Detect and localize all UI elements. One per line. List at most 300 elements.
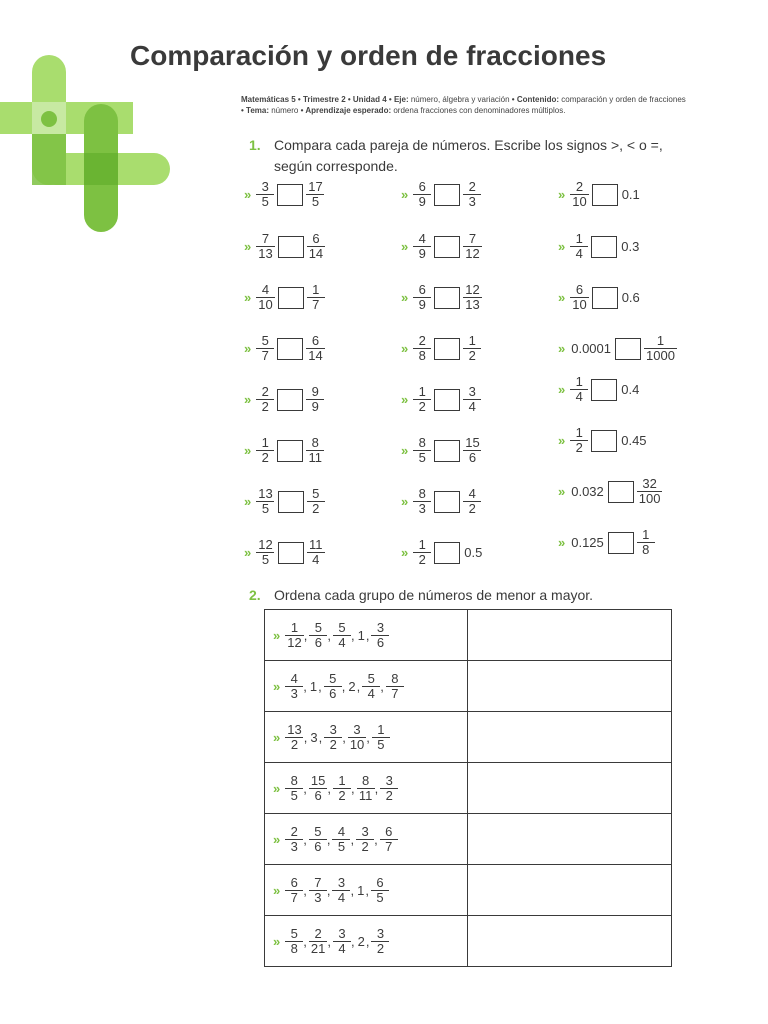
number-value: 1 xyxy=(309,678,318,694)
meta-item: Aprendizaje esperado: xyxy=(305,105,392,115)
numerator: 11 xyxy=(308,537,323,552)
denominator: 2 xyxy=(333,788,351,803)
numerator: 3 xyxy=(385,772,393,788)
comparison-item xyxy=(558,232,640,261)
number-group: » $\frac{1}{12}$ , $\frac{5}{6}$ , $\frac{5}{4}$ , 1 , $\frac{3}{6}$ xyxy=(265,621,467,650)
bullet-icon: » xyxy=(244,494,252,509)
numerator: 2 xyxy=(261,384,269,399)
fraction xyxy=(309,927,327,956)
number-value: 2 xyxy=(357,933,365,949)
denominator: 2 xyxy=(324,737,342,752)
comparison-item xyxy=(244,180,325,209)
table-row xyxy=(265,610,672,661)
comparison-item xyxy=(558,477,662,506)
table-row xyxy=(265,763,672,814)
denominator: 21 xyxy=(310,940,326,956)
denominator: 5 xyxy=(372,737,390,752)
answer-cell[interactable] xyxy=(468,610,672,661)
numerator: 5 xyxy=(314,619,322,635)
denominator: 10 xyxy=(572,194,587,209)
answer-cell[interactable] xyxy=(468,865,672,916)
denominator: 13 xyxy=(258,246,273,261)
numerator: 3 xyxy=(353,721,361,737)
fraction xyxy=(463,487,481,516)
answer-box[interactable] xyxy=(592,184,618,206)
comparison-item xyxy=(244,232,325,261)
bullet-icon: » xyxy=(401,239,409,254)
curriculum-metadata: Matemáticas 5 • Trimestre 2 • Unidad 4 • Eje: número, álgebra y variación • Contenido: comparación y orden de fracciones • Tema: número • Aprendizaje esperado: ordena fracciones con denominadores múltiplos. xyxy=(241,95,686,115)
number-value: 1 xyxy=(357,627,365,643)
denominator: 2 xyxy=(356,839,374,854)
bullet-icon: » xyxy=(273,780,281,796)
number-value: 0.0001 xyxy=(571,341,611,356)
numerator: 2 xyxy=(314,925,322,941)
numerator: 5 xyxy=(338,619,346,635)
answer-box[interactable] xyxy=(434,491,460,513)
denominator: 13 xyxy=(465,297,480,312)
numerator: 5 xyxy=(329,670,337,686)
fraction xyxy=(256,487,274,516)
numerator: 4 xyxy=(468,486,476,501)
number-value: 0.45 xyxy=(621,433,647,448)
numerator: 6 xyxy=(385,823,393,839)
comparison-item xyxy=(558,528,655,557)
answer-cell[interactable] xyxy=(468,712,672,763)
answer-box[interactable] xyxy=(434,338,460,360)
denominator: 4 xyxy=(333,941,351,956)
numerator: 2 xyxy=(418,333,426,348)
denominator: 6 xyxy=(371,635,389,650)
denominator: 2 xyxy=(413,399,431,414)
bullet-icon: » xyxy=(273,933,281,949)
denominator: 100 xyxy=(638,491,661,506)
denominator: 4 xyxy=(333,635,351,650)
number-group: » $\frac{4}{3}$ , 1 , $\frac{5}{6}$ , 2 , $\frac{5}{4}$ , $\frac{8}{7}$ xyxy=(265,672,467,701)
fraction xyxy=(256,232,274,261)
fraction xyxy=(570,283,588,312)
numerator: 6 xyxy=(312,231,320,246)
numerator: 12 xyxy=(465,282,480,297)
bullet-icon: » xyxy=(244,545,252,560)
denominator: 10 xyxy=(349,736,365,752)
numerator: 1 xyxy=(418,384,426,399)
denominator: 5 xyxy=(256,501,274,516)
fraction xyxy=(357,774,375,803)
numerator: 3 xyxy=(361,823,369,839)
denominator: 3 xyxy=(463,194,481,209)
fraction xyxy=(386,672,404,701)
bullet-icon: » xyxy=(244,290,252,305)
fraction xyxy=(413,487,431,516)
denominator: 6 xyxy=(324,686,342,701)
number-value: 0.125 xyxy=(571,535,604,550)
denominator: 2 xyxy=(307,501,325,516)
numerator: 6 xyxy=(376,874,384,890)
bullet-icon: » xyxy=(273,831,281,847)
answer-box[interactable] xyxy=(434,389,460,411)
bullet-icon: » xyxy=(401,443,409,458)
table-row xyxy=(265,661,672,712)
answer-box[interactable] xyxy=(591,430,617,452)
number-group: » $\frac{13}{2}$ , 3 , $\frac{3}{2}$ , $\frac{3}{10}$ , $\frac{1}{5}$ xyxy=(265,723,467,752)
fraction xyxy=(348,723,366,752)
fraction xyxy=(570,180,588,209)
numerator: 32 xyxy=(642,476,657,491)
fraction xyxy=(307,487,325,516)
denominator: 4 xyxy=(570,389,588,404)
fraction xyxy=(309,774,327,803)
fraction xyxy=(463,436,481,465)
comparison-item xyxy=(244,283,325,312)
denominator: 12 xyxy=(465,246,480,261)
fraction xyxy=(256,385,274,414)
comparison-item xyxy=(401,436,482,465)
comparison-item xyxy=(401,334,481,363)
denominator: 5 xyxy=(285,788,303,803)
denominator: 2 xyxy=(371,941,389,956)
numerator: 3 xyxy=(337,874,346,890)
answer-cell[interactable] xyxy=(468,814,672,865)
denominator: 7 xyxy=(256,348,274,363)
numerator: 7 xyxy=(261,231,270,246)
denominator: 7 xyxy=(307,297,325,312)
meta-item: Tema: xyxy=(246,105,269,115)
comparison-item xyxy=(558,375,640,404)
comparison-item xyxy=(401,487,481,516)
bullet-icon: » xyxy=(401,545,409,560)
numerator: 3 xyxy=(468,384,476,399)
numerator: 6 xyxy=(290,874,298,890)
bullet-icon: » xyxy=(558,433,566,448)
answer-box[interactable] xyxy=(277,440,303,462)
fraction xyxy=(256,334,274,363)
answer-box[interactable] xyxy=(278,287,304,309)
denominator: 3 xyxy=(309,890,327,905)
numerator: 3 xyxy=(261,179,269,194)
answer-box[interactable] xyxy=(277,389,303,411)
numerator: 8 xyxy=(418,486,426,501)
fraction xyxy=(413,180,431,209)
question-1-text: Compara cada pareja de números. Escribe los signos >, < o =, según corresponde. xyxy=(274,137,663,174)
fraction xyxy=(256,436,274,465)
numerator: 4 xyxy=(337,823,346,839)
comparison-item xyxy=(244,436,324,465)
fraction xyxy=(256,180,274,209)
number-value: 0.4 xyxy=(621,382,640,397)
bullet-icon: » xyxy=(558,382,566,397)
fraction xyxy=(333,774,351,803)
ordering-table xyxy=(264,609,672,967)
answer-box[interactable] xyxy=(278,491,304,513)
fraction xyxy=(285,774,303,803)
meta-item: Eje: xyxy=(393,95,409,104)
bullet-icon: » xyxy=(273,729,281,745)
denominator: 11 xyxy=(306,450,324,465)
denominator: 10 xyxy=(258,297,273,312)
fraction xyxy=(285,825,303,854)
numerator: 1 xyxy=(312,282,320,297)
denominator: 7 xyxy=(386,686,404,701)
numerator: 3 xyxy=(376,925,385,941)
number-value: 1 xyxy=(357,882,365,898)
fraction xyxy=(413,436,431,465)
number-group-cell xyxy=(265,916,468,967)
numerator: 1 xyxy=(418,537,426,552)
fraction xyxy=(324,672,342,701)
numerator: 6 xyxy=(575,282,584,297)
denominator: 7 xyxy=(380,839,398,854)
answer-box[interactable] xyxy=(615,338,641,360)
denominator: 4 xyxy=(332,890,350,905)
denominator: 2 xyxy=(463,348,481,363)
meta-item: comparación y orden de fracciones xyxy=(561,95,686,104)
answer-cell[interactable] xyxy=(468,763,672,814)
comparison-item xyxy=(244,538,325,567)
numerator: 5 xyxy=(290,925,298,941)
bullet-icon: » xyxy=(244,392,252,407)
denominator: 4 xyxy=(463,399,481,414)
numerator: 5 xyxy=(261,333,269,348)
fraction xyxy=(570,426,588,455)
denominator: 6 xyxy=(463,450,481,465)
answer-box[interactable] xyxy=(277,338,303,360)
denominator: 12 xyxy=(287,634,302,650)
fraction xyxy=(256,538,274,567)
number-value: 0.032 xyxy=(571,484,604,499)
answer-box[interactable] xyxy=(592,287,618,309)
denominator: 8 xyxy=(413,348,431,363)
fraction xyxy=(463,334,481,363)
numerator: 8 xyxy=(391,670,399,686)
numerator: 7 xyxy=(468,231,477,246)
bullet-icon: » xyxy=(401,392,409,407)
fraction xyxy=(324,723,342,752)
number-group: » $\frac{2}{3}$ , $\frac{5}{6}$ , $\frac{4}{5}$ , $\frac{3}{2}$ , $\frac{6}{7}$ xyxy=(265,825,467,854)
denominator: 5 xyxy=(413,450,431,465)
numerator: 1 xyxy=(261,435,269,450)
meta-item: Trimestre 2 xyxy=(302,95,346,104)
number-group-cell xyxy=(265,865,468,916)
table-row xyxy=(265,814,672,865)
fraction xyxy=(380,825,398,854)
numerator: 4 xyxy=(290,670,298,686)
denominator: 4 xyxy=(307,552,325,567)
answer-box[interactable] xyxy=(278,542,304,564)
answer-box[interactable] xyxy=(278,236,304,258)
fraction xyxy=(309,621,327,650)
comparison-item xyxy=(244,385,324,414)
bullet-icon: » xyxy=(558,187,566,202)
answer-box[interactable] xyxy=(591,379,617,401)
bullet-icon: » xyxy=(401,290,409,305)
bullet-icon: » xyxy=(244,341,252,356)
numerator: 1 xyxy=(575,425,583,440)
comparison-item xyxy=(244,334,325,363)
fraction xyxy=(333,621,351,650)
meta-item: número xyxy=(271,105,299,115)
denominator: 2 xyxy=(380,788,398,803)
denominator: 8 xyxy=(637,542,655,557)
fraction xyxy=(307,283,325,312)
numerator: 15 xyxy=(465,435,480,450)
denominator: 9 xyxy=(413,246,431,261)
numerator: 8 xyxy=(311,435,319,450)
numerator: 5 xyxy=(312,486,320,501)
fraction xyxy=(463,180,481,209)
fraction xyxy=(637,477,663,506)
bullet-icon: » xyxy=(244,239,252,254)
answer-box[interactable] xyxy=(434,542,460,564)
denominator: 2 xyxy=(256,450,274,465)
numerator: 2 xyxy=(575,179,584,194)
fraction xyxy=(307,538,325,567)
number-group-cell xyxy=(265,763,468,814)
numerator: 4 xyxy=(418,231,426,246)
answer-cell[interactable] xyxy=(468,661,672,712)
denominator: 1000 xyxy=(646,348,675,363)
number-value: 3 xyxy=(310,729,318,745)
fraction xyxy=(413,334,431,363)
fraction xyxy=(285,672,303,701)
number-value: 0.3 xyxy=(621,239,640,254)
number-group: » $\frac{8}{5}$ , $\frac{15}{6}$ , $\frac{1}{2}$ , $\frac{8}{11}$ , $\frac{3}{2}$ xyxy=(265,774,467,803)
fraction xyxy=(309,876,327,905)
number-value: 0.1 xyxy=(621,187,640,202)
numerator: 13 xyxy=(258,486,273,501)
numerator: 6 xyxy=(418,179,426,194)
denominator: 5 xyxy=(256,194,274,209)
fraction xyxy=(413,283,431,312)
fraction xyxy=(306,385,324,414)
fraction xyxy=(285,876,303,905)
number-group-cell xyxy=(265,712,468,763)
numerator: 1 xyxy=(468,333,476,348)
numerator: 17 xyxy=(308,179,323,194)
meta-item: ordena fracciones con denominadores múltiplos. xyxy=(393,105,566,115)
bullet-icon: » xyxy=(558,239,566,254)
numerator: 2 xyxy=(290,823,298,839)
number-value: 2 xyxy=(348,678,356,694)
fraction xyxy=(285,621,303,650)
answer-box[interactable] xyxy=(434,440,460,462)
numerator: 8 xyxy=(290,772,298,788)
meta-item: Matemáticas 5 xyxy=(241,95,296,104)
bullet-icon: » xyxy=(244,443,252,458)
denominator: 14 xyxy=(308,348,323,363)
number-group-cell xyxy=(265,814,468,865)
bullet-icon: » xyxy=(558,290,566,305)
denominator: 11 xyxy=(357,788,375,803)
denominator: 10 xyxy=(572,297,587,312)
bullet-icon: » xyxy=(401,494,409,509)
numerator: 7 xyxy=(314,874,322,890)
denominator: 3 xyxy=(285,839,303,854)
numerator: 15 xyxy=(310,772,326,788)
denominator: 3 xyxy=(413,501,431,516)
fraction xyxy=(362,672,380,701)
denominator: 9 xyxy=(413,297,431,312)
fraction xyxy=(413,385,431,414)
fraction xyxy=(332,825,350,854)
answer-box[interactable] xyxy=(434,184,460,206)
fraction xyxy=(371,621,389,650)
numerator: 8 xyxy=(361,772,370,788)
denominator: 6 xyxy=(309,839,327,854)
denominator: 6 xyxy=(309,788,327,803)
bullet-icon: » xyxy=(401,187,409,202)
fraction xyxy=(463,385,481,414)
numerator: 1 xyxy=(338,772,346,788)
numerator: 3 xyxy=(376,619,385,635)
meta-item: Unidad 4 xyxy=(352,95,387,104)
number-group-cell xyxy=(265,610,468,661)
fraction xyxy=(256,283,274,312)
comparison-item xyxy=(401,538,483,567)
numerator: 3 xyxy=(338,925,346,941)
bullet-icon: » xyxy=(558,535,566,550)
comparison-item xyxy=(401,180,481,209)
fraction xyxy=(306,180,324,209)
number-value: 0.6 xyxy=(621,290,640,305)
fraction xyxy=(463,283,481,312)
fraction xyxy=(570,232,588,261)
answer-box[interactable] xyxy=(608,532,634,554)
numerator: 1 xyxy=(642,527,650,542)
answer-box[interactable] xyxy=(434,287,460,309)
answer-box[interactable] xyxy=(277,184,303,206)
fraction xyxy=(285,927,303,956)
comparison-item xyxy=(558,180,641,209)
bullet-icon: » xyxy=(401,341,409,356)
denominator: 5 xyxy=(256,552,274,567)
meta-item: Contenido: xyxy=(516,95,560,104)
answer-box[interactable] xyxy=(608,481,634,503)
comparison-item xyxy=(558,283,641,312)
denominator: 14 xyxy=(308,246,324,261)
numerator: 4 xyxy=(261,282,270,297)
denominator: 9 xyxy=(413,194,431,209)
page-title: Comparación y orden de fracciones xyxy=(130,40,607,71)
numerator: 3 xyxy=(329,721,337,737)
numerator: 8 xyxy=(418,435,426,450)
question-1-number: 1. xyxy=(249,137,261,153)
fraction xyxy=(285,723,303,752)
denominator: 3 xyxy=(285,686,303,701)
answer-box[interactable] xyxy=(591,236,617,258)
comparison-item xyxy=(401,232,482,261)
numerator: 6 xyxy=(418,282,426,297)
denominator: 9 xyxy=(306,399,324,414)
fraction xyxy=(644,334,677,363)
denominator: 4 xyxy=(570,246,588,261)
denominator: 5 xyxy=(332,839,350,854)
numerator: 6 xyxy=(311,333,320,348)
fraction xyxy=(307,232,325,261)
numerator: 1 xyxy=(656,333,665,348)
answer-box[interactable] xyxy=(434,236,460,258)
answer-cell[interactable] xyxy=(468,916,672,967)
numerator: 9 xyxy=(311,384,319,399)
question-2-text: Ordena cada grupo de números de menor a mayor. xyxy=(274,587,594,603)
comparison-item xyxy=(244,487,325,516)
table-row xyxy=(265,865,672,916)
numerator: 1 xyxy=(575,231,583,246)
comparison-item xyxy=(401,283,482,312)
denominator: 7 xyxy=(285,890,303,905)
meta-item: número, álgebra y variación xyxy=(410,95,510,104)
number-value: 0.5 xyxy=(464,545,483,560)
bullet-icon: » xyxy=(273,882,281,898)
